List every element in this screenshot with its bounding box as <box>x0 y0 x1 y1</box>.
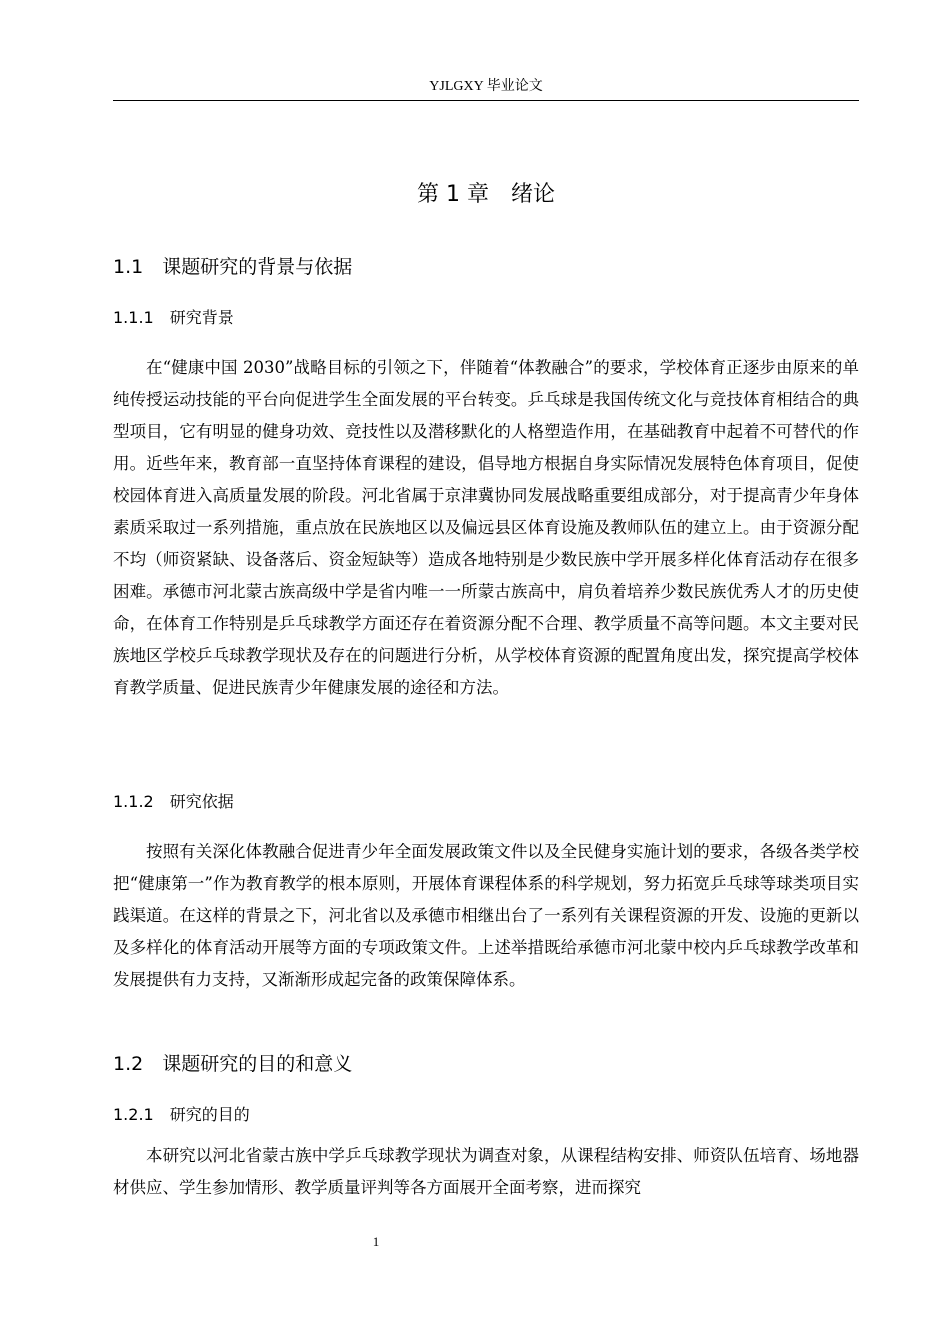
section-heading-1-2: 1.2 课题研究的目的和意义 <box>113 1053 353 1075</box>
header-rule <box>113 100 859 101</box>
paragraph-research-purpose: 本研究以河北省蒙古族中学乒乓球教学现状为调查对象，从课程结构安排、师资队伍培育、场地器材供应、学生参加情形、教学质量评判等各方面展开全面考察，进而探究 <box>113 1146 859 1197</box>
paragraph-research-basis: 按照有关深化体教融合促进青少年全面发展政策文件以及全民健身实施计划的要求，各级各类学校把“健康第一”作为教育教学的根本原则，开展体育课程体系的科学规划，努力拓宽乒乓球等球类项目实践渠道。在这样的背景之下，河北省以及承德市相继出台了一系列有关课程资源的开发、设施的更新以及多样化的体育活动开展等方面的专项政策文件。上述举措既给承德市河北蒙中校内乒乓球教学改革和发展提供有力支持，又渐渐形成起完备的政策保障体系。 <box>113 842 859 989</box>
section-heading-1-1: 1.1 课题研究的背景与依据 <box>113 256 353 278</box>
subsection-heading-1-1-1: 1.1.1 研究背景 <box>113 308 234 327</box>
running-header: YJLGXY 毕业论文 <box>429 79 543 94</box>
paragraph-research-background: 在“健康中国 2030”战略目标的引领之下，伴随着“体教融合”的要求，学校体育正逐步由原来的单纯传授运动技能的平台向促进学生全面发展的平台转变。乒乓球是我国传统文化与竞技体育相结合的典型项目，它有明显的健身功效、竞技性以及潜移默化的人格塑造作用，在基础教育中起着不可替代的作用。近些年来，教育部一直坚持体育课程的建设，倡导地方根据自身实际情况发展特色体育项目，促使校园体育进入高质量发展的阶段。河北省属于京津冀协同发展战略重要组成部分，对于提高青少年身体素质采取过一系列措施，重点放在民族地区以及偏远县区体育设施及教师队伍的建立上。由于资源分配不均（师资紧缺、设备落后、资金短缺等）造成各地特别是少数民族中学开展多样化体育活动存在很多困难。承德市河北蒙古族高级中学是省内唯一一所蒙古族高中，肩负着培养少数民族优秀人才的历史使命，在体育工作特别是乒乓球教学方面还存在着资源分配不合理、教学质量不高等问题。本文主要对民族地区学校乒乓球教学现状及存在的问题进行分析，从学校体育资源的配置角度出发，探究提高学校体育教学质量、促进民族青少年健康发展的途径和方法。 <box>113 358 859 697</box>
subsection-heading-1-2-1: 1.2.1 研究的目的 <box>113 1105 250 1124</box>
page-number: 1 <box>372 1234 380 1249</box>
chapter-title: 第 1 章 绪论 <box>417 182 555 207</box>
subsection-heading-1-1-2: 1.1.2 研究依据 <box>113 792 234 811</box>
